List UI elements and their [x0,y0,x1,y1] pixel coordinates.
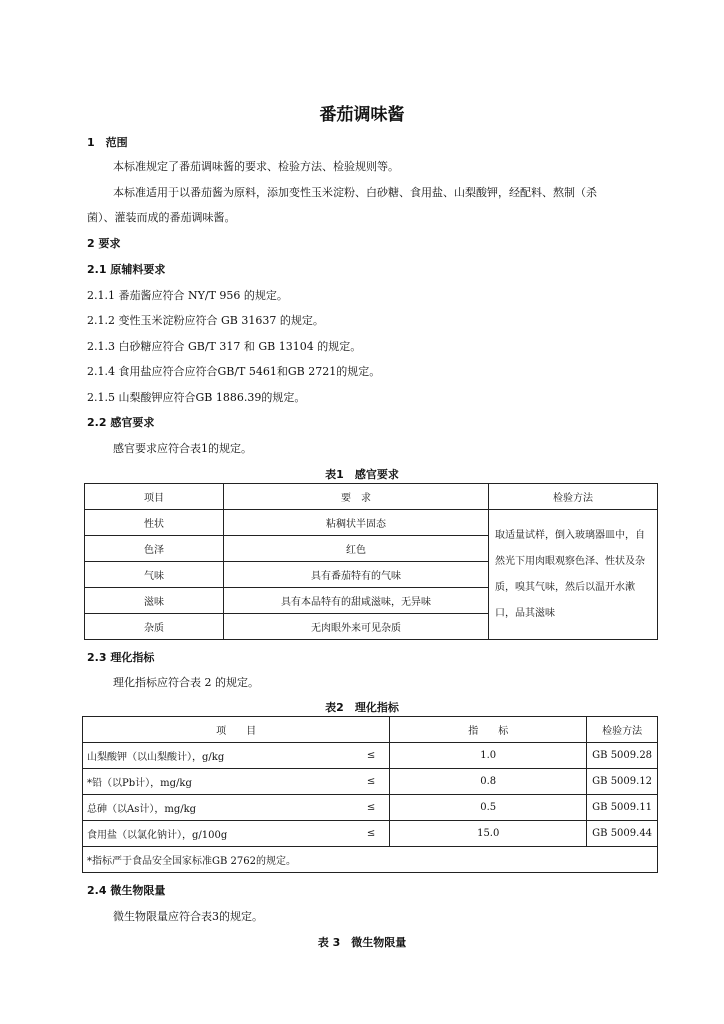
table-cell: 粘稠状半固态 [224,510,489,536]
table-cell: GB 5009.44 [587,821,658,847]
table-header-row [83,717,658,743]
table-3-caption: 表 3 微生物限量 [317,936,407,949]
page-title: 番茄调味酱 [319,105,405,125]
table-cell: 食用盐（以氯化钠计），g/100g [83,821,343,847]
table-cell: 1.0 [390,743,587,769]
table-header-cell: 检验方法 [489,484,658,510]
table-cell: 15.0 [390,821,587,847]
table-1-caption: 表1 感官要求 [325,468,399,481]
section-1-paragraph-2b: 菌）、灌装而成的番茄调味酱。 [87,211,236,224]
table-row [83,743,658,769]
table-cell: ≤ [343,821,390,847]
section-2-2-paragraph: 感官要求应符合表1的规定。 [113,442,252,455]
clause-2-1-5: 2.1.5 山梨酸钾应符合GB 1886.39的规定。 [87,391,306,404]
table-cell: 具有番茄特有的气味 [224,562,489,588]
table-2-caption: 表2 理化指标 [325,701,399,714]
clause-2-1-1: 2.1.1 番茄酱应符合 NY/T 956 的规定。 [87,289,288,302]
table-cell: 山梨酸钾（以山梨酸计），g/kg [83,743,343,769]
section-2-heading: 2 要求 [87,237,121,250]
table-cell: 无肉眼外来可见杂质 [224,614,489,640]
table-row [85,510,658,536]
table-cell: GB 5009.28 [587,743,658,769]
table-cell: ≤ [343,769,390,795]
section-2-3-heading: 2.3 理化指标 [87,651,155,664]
table-header-cell: 项 目 [83,717,390,743]
section-1-heading: 1 范围 [87,136,128,149]
table-cell: ≤ [343,743,390,769]
table-cell: GB 5009.12 [587,769,658,795]
table-note: *指标严于食品安全国家标准GB 2762的规定。 [83,847,658,873]
section-1-paragraph-2a: 本标准适用于以番茄酱为原料，添加变性玉米淀粉、白砂糖、食用盐、山梨酸钾，经配料、熬制（杀 [113,186,597,199]
section-2-3-paragraph: 理化指标应符合表 2 的规定。 [113,676,259,689]
clause-2-1-3: 2.1.3 白砂糖应符合 GB/T 317 和 GB 13104 的规定。 [87,340,362,353]
table-cell: 具有本品特有的甜咸滋味，无异味 [224,588,489,614]
table-header-cell: 指 标 [390,717,587,743]
inspection-method-cell: 取适量试样，倒入玻璃器皿中，自然光下用肉眼观察色泽、性状及杂质，嗅其气味，然后以温开水漱口，品其滋味 [489,510,658,640]
table-header-cell: 要 求 [224,484,489,510]
table-cell: 色泽 [85,536,224,562]
table-cell: *铅（以Pb计），mg/kg [83,769,343,795]
table-cell: 性状 [85,510,224,536]
table-cell: 红色 [224,536,489,562]
section-2-2-heading: 2.2 感官要求 [87,416,155,429]
clause-2-1-4: 2.1.4 食用盐应符合应符合GB/T 5461和GB 2721的规定。 [87,365,381,378]
table-cell: 总砷（以As计），mg/kg [83,795,343,821]
physicochemical-table [82,716,658,873]
table-row [83,821,658,847]
table-header-cell: 项目 [85,484,224,510]
table-cell: 气味 [85,562,224,588]
table-cell: 0.5 [390,795,587,821]
section-2-1-heading: 2.1 原辅料要求 [87,263,166,276]
section-1-paragraph-1: 本标准规定了番茄调味酱的要求、检验方法、检验规则等。 [113,160,399,173]
table-note-row [83,847,658,873]
table-header-row [85,484,658,510]
table-cell: GB 5009.11 [587,795,658,821]
table-row [83,795,658,821]
sensory-requirements-table [84,483,658,640]
table-cell: 滋味 [85,588,224,614]
clause-2-1-2: 2.1.2 变性玉米淀粉应符合 GB 31637 的规定。 [87,314,324,327]
table-cell: 0.8 [390,769,587,795]
table-header-cell: 检验方法 [587,717,658,743]
table-cell: ≤ [343,795,390,821]
section-2-4-paragraph: 微生物限量应符合表3的规定。 [113,910,263,923]
table-row [83,769,658,795]
table-cell: 杂质 [85,614,224,640]
section-2-4-heading: 2.4 微生物限量 [87,884,166,897]
